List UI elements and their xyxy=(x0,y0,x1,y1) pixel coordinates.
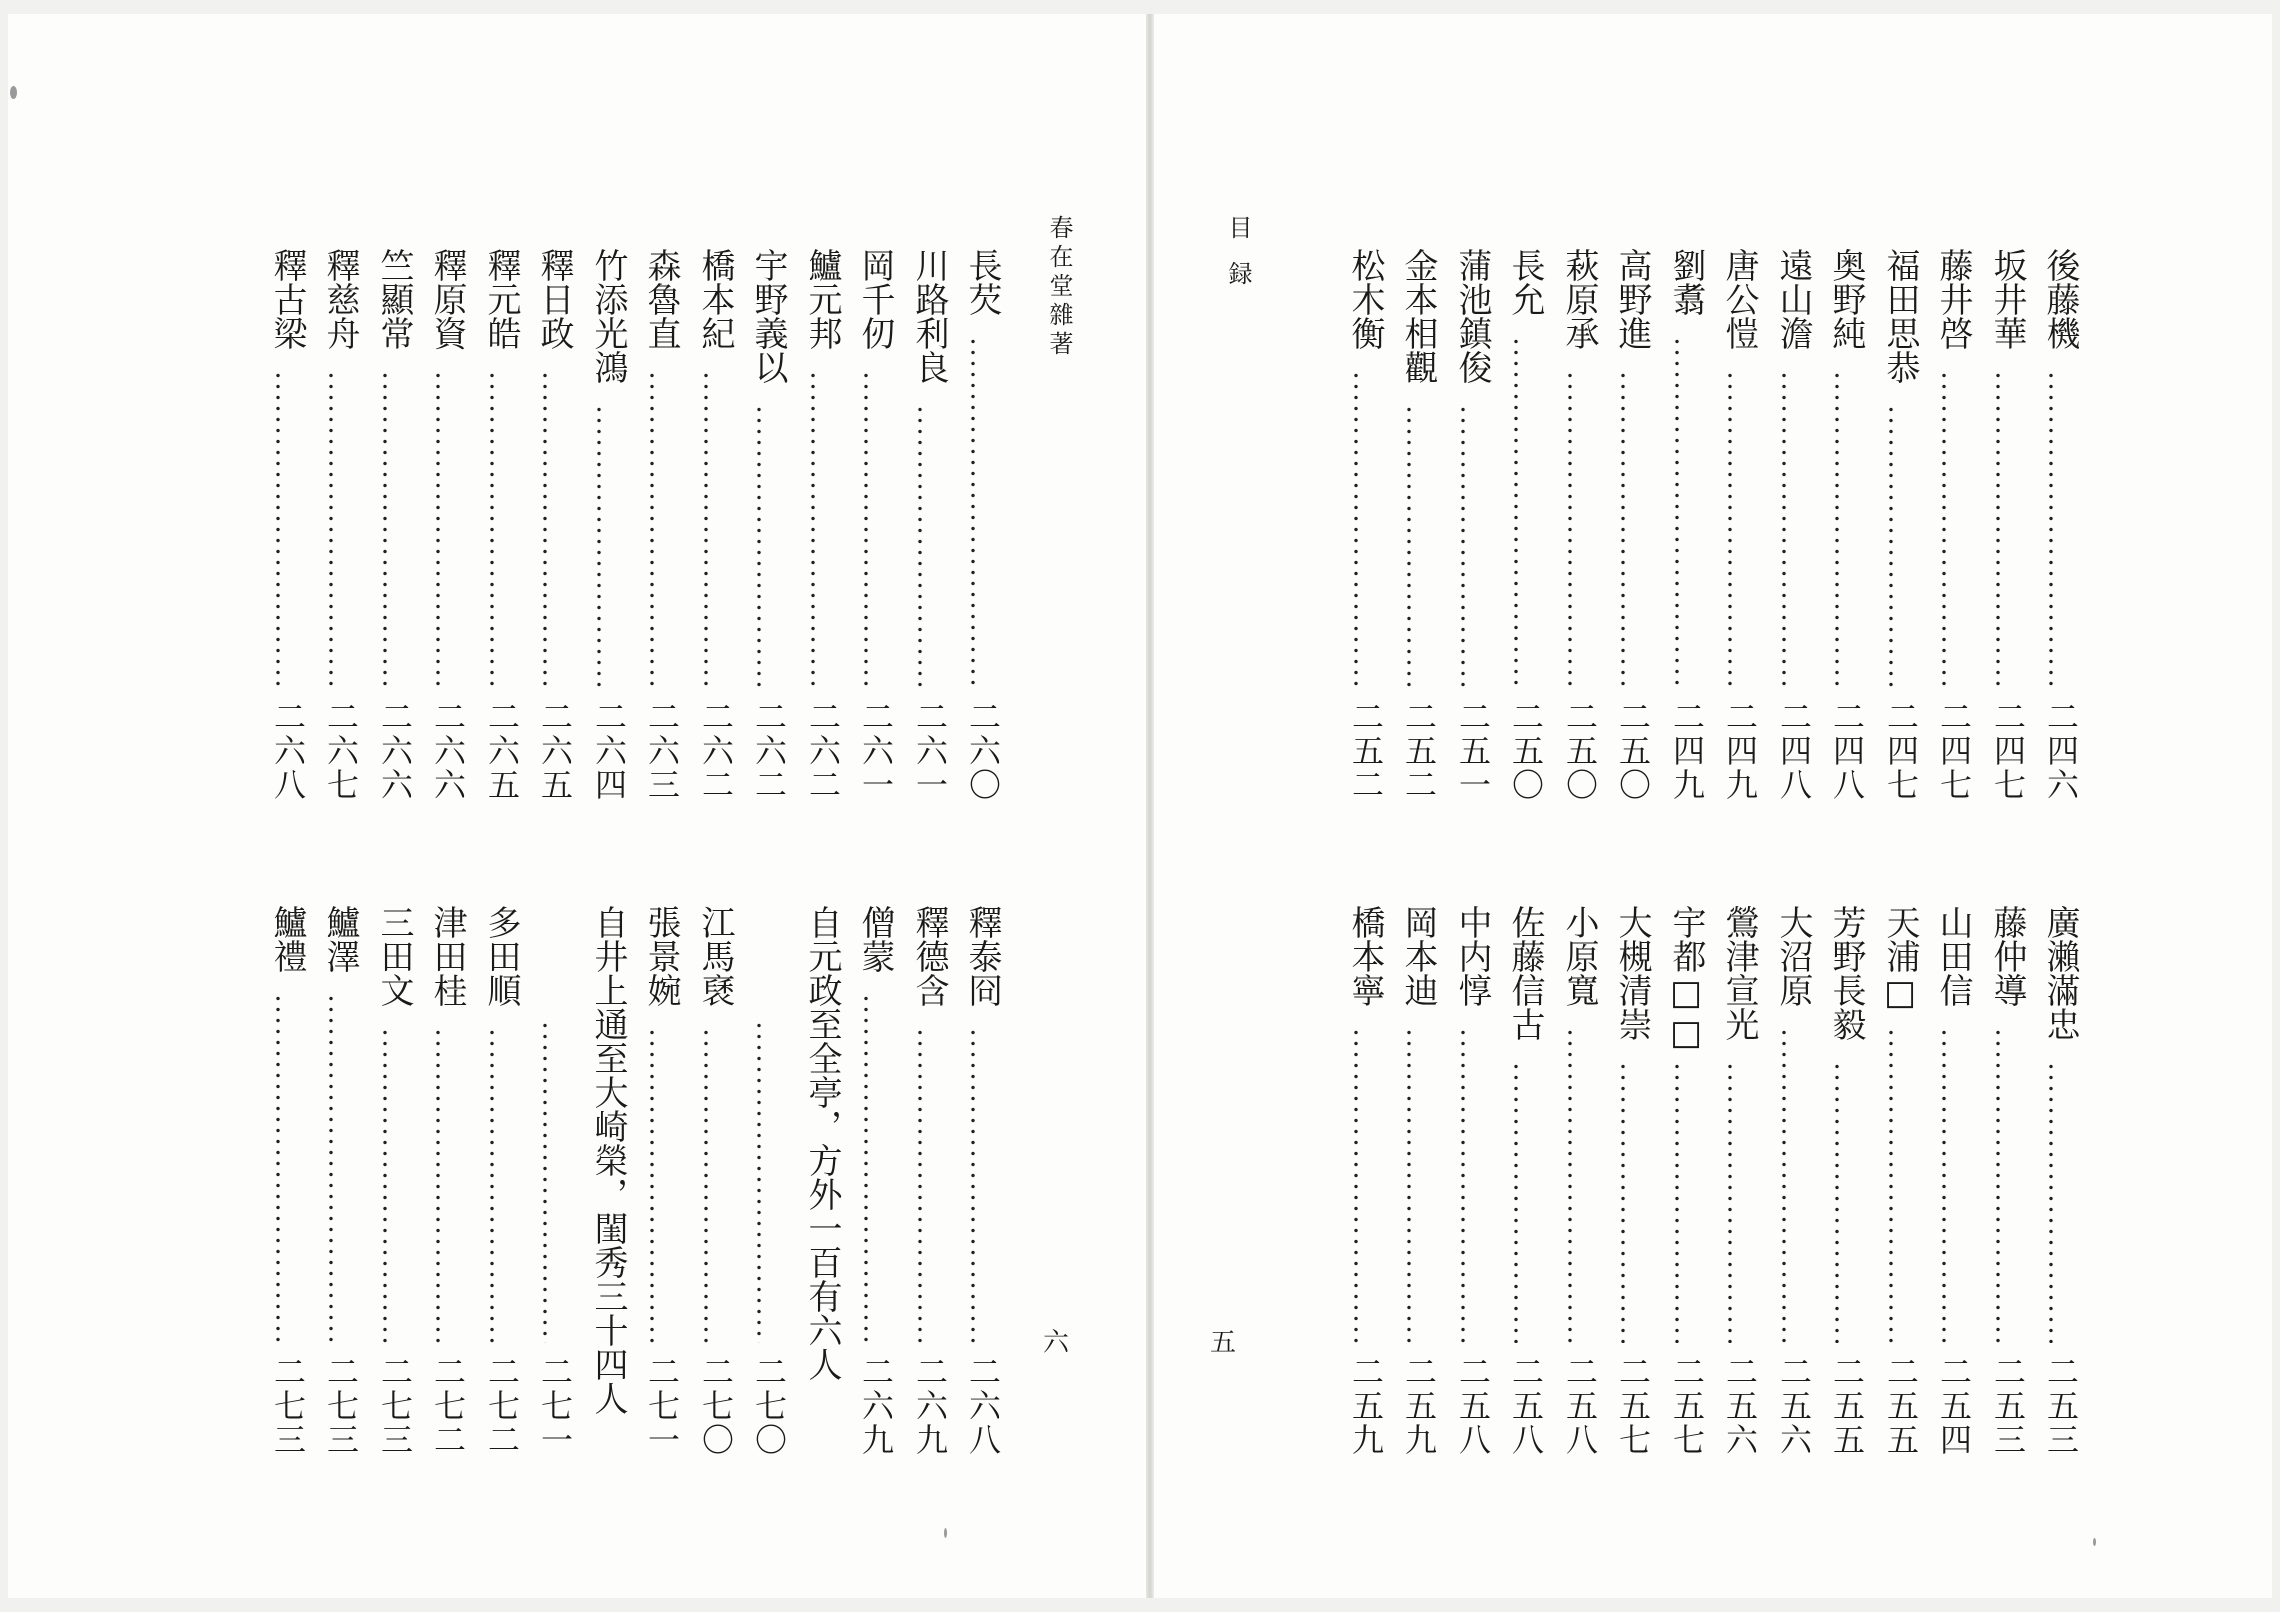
toc-page-number: 二五〇 xyxy=(1561,700,1599,802)
dot-leader xyxy=(680,1027,732,1343)
toc-page-number: 二六〇 xyxy=(964,700,1002,802)
toc-entry-name: 天浦□ xyxy=(1880,905,1920,1013)
toc-entry-name: 長芡 xyxy=(962,248,1002,316)
toc-page-number: 二五三 xyxy=(2042,1355,2080,1457)
dot-leader xyxy=(359,1027,411,1343)
toc-page-number: 二六一 xyxy=(911,700,949,802)
running-head-title: 春在堂雜著 xyxy=(1045,215,1073,360)
dot-leader xyxy=(1865,1027,1917,1343)
toc-entry-name: 鱸禮 xyxy=(267,905,307,973)
toc-entry-name: 岡千仞 xyxy=(855,248,895,350)
dot-leader xyxy=(252,993,304,1343)
toc-page-number: 二五〇 xyxy=(1507,700,1545,802)
toc-entry-name: 鱸元邦 xyxy=(802,248,842,350)
toc-page-number: 二六六 xyxy=(376,700,414,802)
toc-entry-name: 芳野長毅 xyxy=(1826,905,1866,1041)
dot-leader xyxy=(252,370,304,688)
dot-leader xyxy=(733,1020,785,1343)
toc-page-number: 二五〇 xyxy=(1614,700,1652,802)
toc-page-number: 二六二 xyxy=(697,700,735,802)
toc-page-number: 二五二 xyxy=(1347,700,1385,802)
book-gutter xyxy=(1146,14,1154,1598)
dot-leader xyxy=(412,370,464,688)
toc-entry-name: 竹添光鴻 xyxy=(588,248,628,384)
toc-entry-name: 釋日政 xyxy=(534,248,574,350)
dot-leader xyxy=(1544,1027,1596,1343)
toc-page-number: 二七二 xyxy=(483,1355,521,1457)
toc-entry-name: 松木衡 xyxy=(1345,248,1385,350)
toc-entry-name: 藤井啓 xyxy=(1933,248,1973,350)
dot-leader xyxy=(466,370,518,688)
toc-entry-name: 廣瀨滿忠 xyxy=(2040,905,2080,1041)
toc-page-number: 二七一 xyxy=(643,1355,681,1457)
toc-entry-name: 高野進 xyxy=(1612,248,1652,350)
dot-leader xyxy=(1490,1061,1542,1343)
toc-entry-name: 鱸澤 xyxy=(320,905,360,973)
dot-leader xyxy=(2025,1061,2077,1343)
toc-page-number: 二七二 xyxy=(429,1355,467,1457)
toc-entry-name: 橋本紀 xyxy=(695,248,735,350)
toc-page-number: 二七一 xyxy=(536,1355,574,1457)
scan-speck xyxy=(944,1528,947,1538)
toc-entry-name: 自井上通至大崎榮，閨秀三十四人 xyxy=(588,905,628,1415)
running-head-section: 目録 xyxy=(1224,215,1252,307)
toc-entry-name: 遠山澹 xyxy=(1773,248,1813,350)
scan-speck xyxy=(10,86,17,99)
dot-leader xyxy=(1383,1027,1435,1343)
toc-entry-name: 大槻清崇 xyxy=(1612,905,1652,1041)
toc-page-number: 二五二 xyxy=(1400,700,1438,802)
dot-leader xyxy=(2025,370,2077,688)
toc-entry-name: 岡本迪 xyxy=(1398,905,1438,1007)
toc-page-number: 二七三 xyxy=(322,1355,360,1457)
toc-entry-name: 後藤機 xyxy=(2040,248,2080,350)
toc-page-number: 二四七 xyxy=(1935,700,1973,802)
toc-entry-name: 宇野義以 xyxy=(748,248,788,384)
toc-entry-name: 鶯津宣光 xyxy=(1719,905,1759,1041)
toc-entry-name: 金本相觀 xyxy=(1398,248,1438,384)
toc-page-number: 二六五 xyxy=(483,700,521,802)
toc-page-number: 二六二 xyxy=(750,700,788,802)
toc-page-number: 二四七 xyxy=(1989,700,2027,802)
toc-entry-name: 津田桂 xyxy=(427,905,467,1007)
toc-page-number: 二六六 xyxy=(429,700,467,802)
dot-leader xyxy=(1383,404,1435,688)
toc-entry-name: 奥野純 xyxy=(1826,248,1866,350)
dot-leader xyxy=(626,370,678,688)
toc-entry-name: 釋泰冏 xyxy=(962,905,1002,1007)
dot-leader xyxy=(1918,1027,1970,1343)
toc-entry-name: 橋本寧 xyxy=(1345,905,1385,1007)
toc-page-number: 二六九 xyxy=(857,1355,895,1457)
dot-leader xyxy=(519,1020,571,1343)
dot-leader xyxy=(1704,370,1756,688)
toc-entry-name: 竺顯常 xyxy=(374,248,414,350)
toc-page-number: 二六四 xyxy=(590,700,628,802)
dot-leader xyxy=(787,370,839,688)
dot-leader xyxy=(1490,336,1542,688)
toc-page-number: 二五一 xyxy=(1454,700,1492,802)
toc-entry-name: 佐藤信古 xyxy=(1505,905,1545,1041)
toc-entry-name: 張景婉 xyxy=(641,905,681,1007)
toc-entry-name: 三田文 xyxy=(374,905,414,1007)
dot-leader xyxy=(1437,1027,1489,1343)
toc-entry-name: 藤仲導 xyxy=(1987,905,2027,1007)
scan-speck xyxy=(2093,1538,2096,1546)
dot-leader xyxy=(519,370,571,688)
dot-leader xyxy=(894,1027,946,1343)
toc-entry-name: 福田思恭 xyxy=(1880,248,1920,384)
folio-right: 五 xyxy=(1210,1328,1237,1358)
toc-entry-name: 多田順 xyxy=(481,905,521,1007)
dot-leader xyxy=(733,404,785,688)
dot-leader xyxy=(1972,370,2024,688)
toc-page-number: 二五五 xyxy=(1882,1355,1920,1457)
toc-page-number: 二五八 xyxy=(1561,1355,1599,1457)
dot-leader xyxy=(1330,370,1382,688)
toc-entry-name: 長允 xyxy=(1505,248,1545,316)
dot-leader xyxy=(680,370,732,688)
dot-leader xyxy=(305,370,357,688)
dot-leader xyxy=(1758,1027,1810,1343)
dot-leader xyxy=(573,404,625,688)
toc-page-number: 二七三 xyxy=(269,1355,307,1457)
toc-entry-name: 釋德含 xyxy=(909,905,949,1007)
dot-leader xyxy=(1544,370,1596,688)
dot-leader xyxy=(894,404,946,688)
toc-page-number: 二四九 xyxy=(1721,700,1759,802)
dot-leader xyxy=(1918,370,1970,688)
toc-page-number: 二五三 xyxy=(1989,1355,2027,1457)
toc-page-number: 二五七 xyxy=(1614,1355,1652,1457)
toc-page-number: 二六二 xyxy=(804,700,842,802)
toc-page-number: 二五九 xyxy=(1400,1355,1438,1457)
dot-leader xyxy=(1811,370,1863,688)
toc-page-number: 二六七 xyxy=(322,700,360,802)
dot-leader xyxy=(1704,1061,1756,1343)
dot-leader xyxy=(305,993,357,1343)
toc-entry-name: 蒲池鎮俊 xyxy=(1452,248,1492,384)
toc-entry-name: 山田信 xyxy=(1933,905,1973,1007)
toc-page-number: 二四七 xyxy=(1882,700,1920,802)
dot-leader xyxy=(1758,370,1810,688)
toc-page-number: 二五四 xyxy=(1935,1355,1973,1457)
toc-entry-name: 萩原承 xyxy=(1559,248,1599,350)
dot-leader xyxy=(359,370,411,688)
toc-page-number: 二五六 xyxy=(1775,1355,1813,1457)
dot-leader xyxy=(1651,336,1703,688)
toc-entry-name: 川路利良 xyxy=(909,248,949,384)
dot-leader xyxy=(1437,404,1489,688)
dot-leader xyxy=(1597,370,1649,688)
toc-entry-name: 釋原資 xyxy=(427,248,467,350)
dot-leader xyxy=(466,1027,518,1343)
toc-entry-name: 劉翥 xyxy=(1666,248,1706,316)
toc-page-number: 二五八 xyxy=(1507,1355,1545,1457)
dot-leader xyxy=(1865,404,1917,688)
dot-leader xyxy=(840,370,892,688)
toc-page-number: 二五九 xyxy=(1347,1355,1385,1457)
toc-entry-name: 宇都□□ xyxy=(1666,905,1706,1053)
dot-leader xyxy=(626,1027,678,1343)
toc-page-number: 二四八 xyxy=(1828,700,1866,802)
toc-entry-name: 釋古梁 xyxy=(267,248,307,350)
toc-entry-name: 小原寬 xyxy=(1559,905,1599,1007)
dot-leader xyxy=(1330,1027,1382,1343)
toc-entry-name: 森魯直 xyxy=(641,248,681,350)
toc-page-number: 二五六 xyxy=(1721,1355,1759,1457)
toc-page-number: 二四六 xyxy=(2042,700,2080,802)
toc-page-number: 二五五 xyxy=(1828,1355,1866,1457)
dot-leader xyxy=(1597,1061,1649,1343)
toc-entry-name: 坂井華 xyxy=(1987,248,2027,350)
dot-leader xyxy=(840,993,892,1343)
toc-page-number: 二五八 xyxy=(1454,1355,1492,1457)
toc-entry-name: 釋慈舟 xyxy=(320,248,360,350)
toc-entry-name: 唐公愷 xyxy=(1719,248,1759,350)
toc-entry-name: 江馬褎 xyxy=(695,905,735,1007)
toc-page-number: 二六三 xyxy=(643,700,681,802)
toc-page-number: 二五七 xyxy=(1668,1355,1706,1457)
toc-entry-name: 自元政至全亭，方外一百有六人 xyxy=(802,905,842,1381)
toc-entry-name: 中内惇 xyxy=(1452,905,1492,1007)
toc-entry-name: 釋元皓 xyxy=(481,248,521,350)
toc-page-number: 二六九 xyxy=(911,1355,949,1457)
dot-leader xyxy=(1972,1027,2024,1343)
toc-page-number: 二四八 xyxy=(1775,700,1813,802)
toc-page-number: 二七三 xyxy=(376,1355,414,1457)
toc-page-number: 二七〇 xyxy=(697,1355,735,1457)
toc-page-number: 二六一 xyxy=(857,700,895,802)
toc-entry-name: 大沼原 xyxy=(1773,905,1813,1007)
dot-leader xyxy=(1651,1061,1703,1343)
folio-left: 六 xyxy=(1043,1328,1070,1358)
toc-entry-name: 僧蒙 xyxy=(855,905,895,973)
toc-page-number: 二七〇 xyxy=(750,1355,788,1457)
toc-page-number: 二四九 xyxy=(1668,700,1706,802)
dot-leader xyxy=(1811,1061,1863,1343)
dot-leader xyxy=(412,1027,464,1343)
toc-page-number: 二六五 xyxy=(536,700,574,802)
dot-leader xyxy=(947,336,999,688)
toc-page-number: 二六八 xyxy=(964,1355,1002,1457)
dot-leader xyxy=(947,1027,999,1343)
toc-page-number: 二六八 xyxy=(269,700,307,802)
